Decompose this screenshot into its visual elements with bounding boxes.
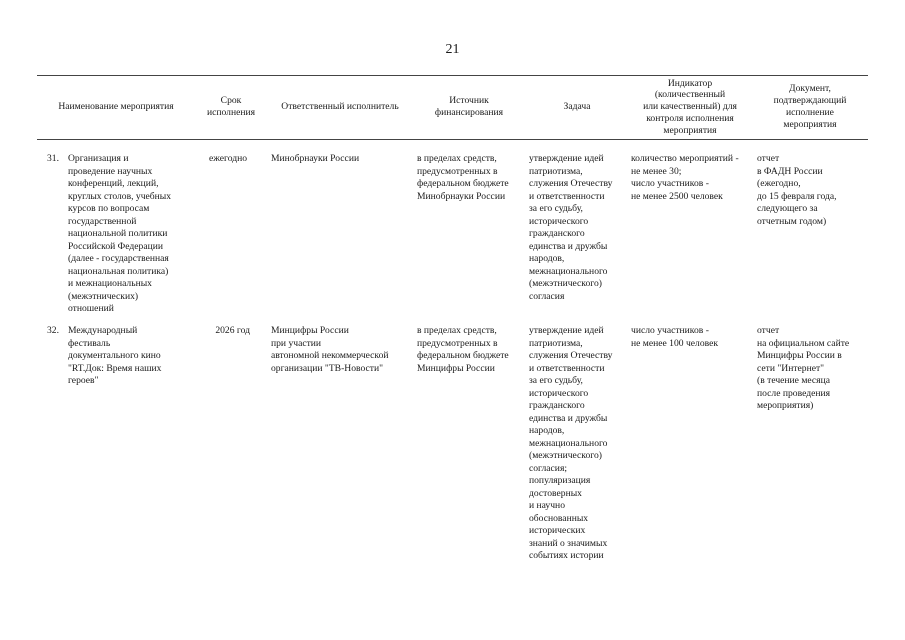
header-name: Наименование мероприятия	[58, 101, 174, 113]
header-executor: Ответственный исполнитель	[281, 101, 399, 113]
row-funding: в пределах средств, предусмотренных в федеральном бюджете Минцифры России	[417, 325, 509, 374]
row-name: Организация и проведение научных конференций, лекций, круглых столов, учебных курсов по вопросам государственной национальной политики Российской Федерации (далее - государственная национальная политика) и межнациональных (межэтнических) отношений	[68, 153, 172, 314]
row-executor: Минобрнауки России	[271, 153, 360, 164]
row-document: отчет в ФАДН России (ежегодно, до 15 февраля года, следующего за отчетным годом)	[757, 153, 837, 227]
row-task: утверждение идей патриотизма, служения Отечеству и ответственности за его судьбу, исторического гражданского единства и дружбы народов, межнационального (межэтнического) согласия	[529, 153, 613, 302]
row-task: утверждение идей патриотизма, служения Отечеству и ответственности за его судьбу, исторического гражданского единства и дружбы народов, межнационального (межэтнического) согласия; популяризация достоверных и научно обоснованных исторических знаний о значимых событиях истории	[529, 325, 613, 561]
table-header-rule	[37, 139, 868, 140]
header-funding: Источник финансирования	[434, 95, 504, 118]
table-top-rule	[37, 75, 868, 76]
row-number: 31.	[47, 153, 59, 164]
row-name: Международный фестиваль документального кино "RT.Док: Время наших героев"	[68, 325, 162, 386]
row-indicator: число участников - не менее 100 человек	[631, 325, 719, 349]
row-document: отчет на официальном сайте Минцифры России в сети "Интернет" (в течение месяца после проведения мероприятия)	[757, 325, 850, 411]
header-term: Срок исполнения	[206, 95, 256, 118]
page-number: 21	[445, 42, 460, 57]
row-term: 2026 год	[215, 325, 250, 336]
row-term: ежегодно	[209, 153, 248, 164]
header-task: Задача	[563, 101, 591, 113]
row-funding: в пределах средств, предусмотренных в федеральном бюджете Минобрнауки России	[417, 153, 509, 202]
row-number: 32.	[47, 325, 59, 336]
row-indicator: количество мероприятий - не менее 30; число участников - не менее 2500 человек	[631, 153, 739, 202]
header-document: Документ, подтверждающий исполнение мероприятия	[773, 83, 847, 130]
header-indicator: Индикатор (количественный или качественный) для контроля исполнения мероприятия	[643, 77, 737, 136]
row-executor: Минцифры России при участии автономной некоммерческой организации "ТВ-Новости"	[271, 325, 389, 374]
